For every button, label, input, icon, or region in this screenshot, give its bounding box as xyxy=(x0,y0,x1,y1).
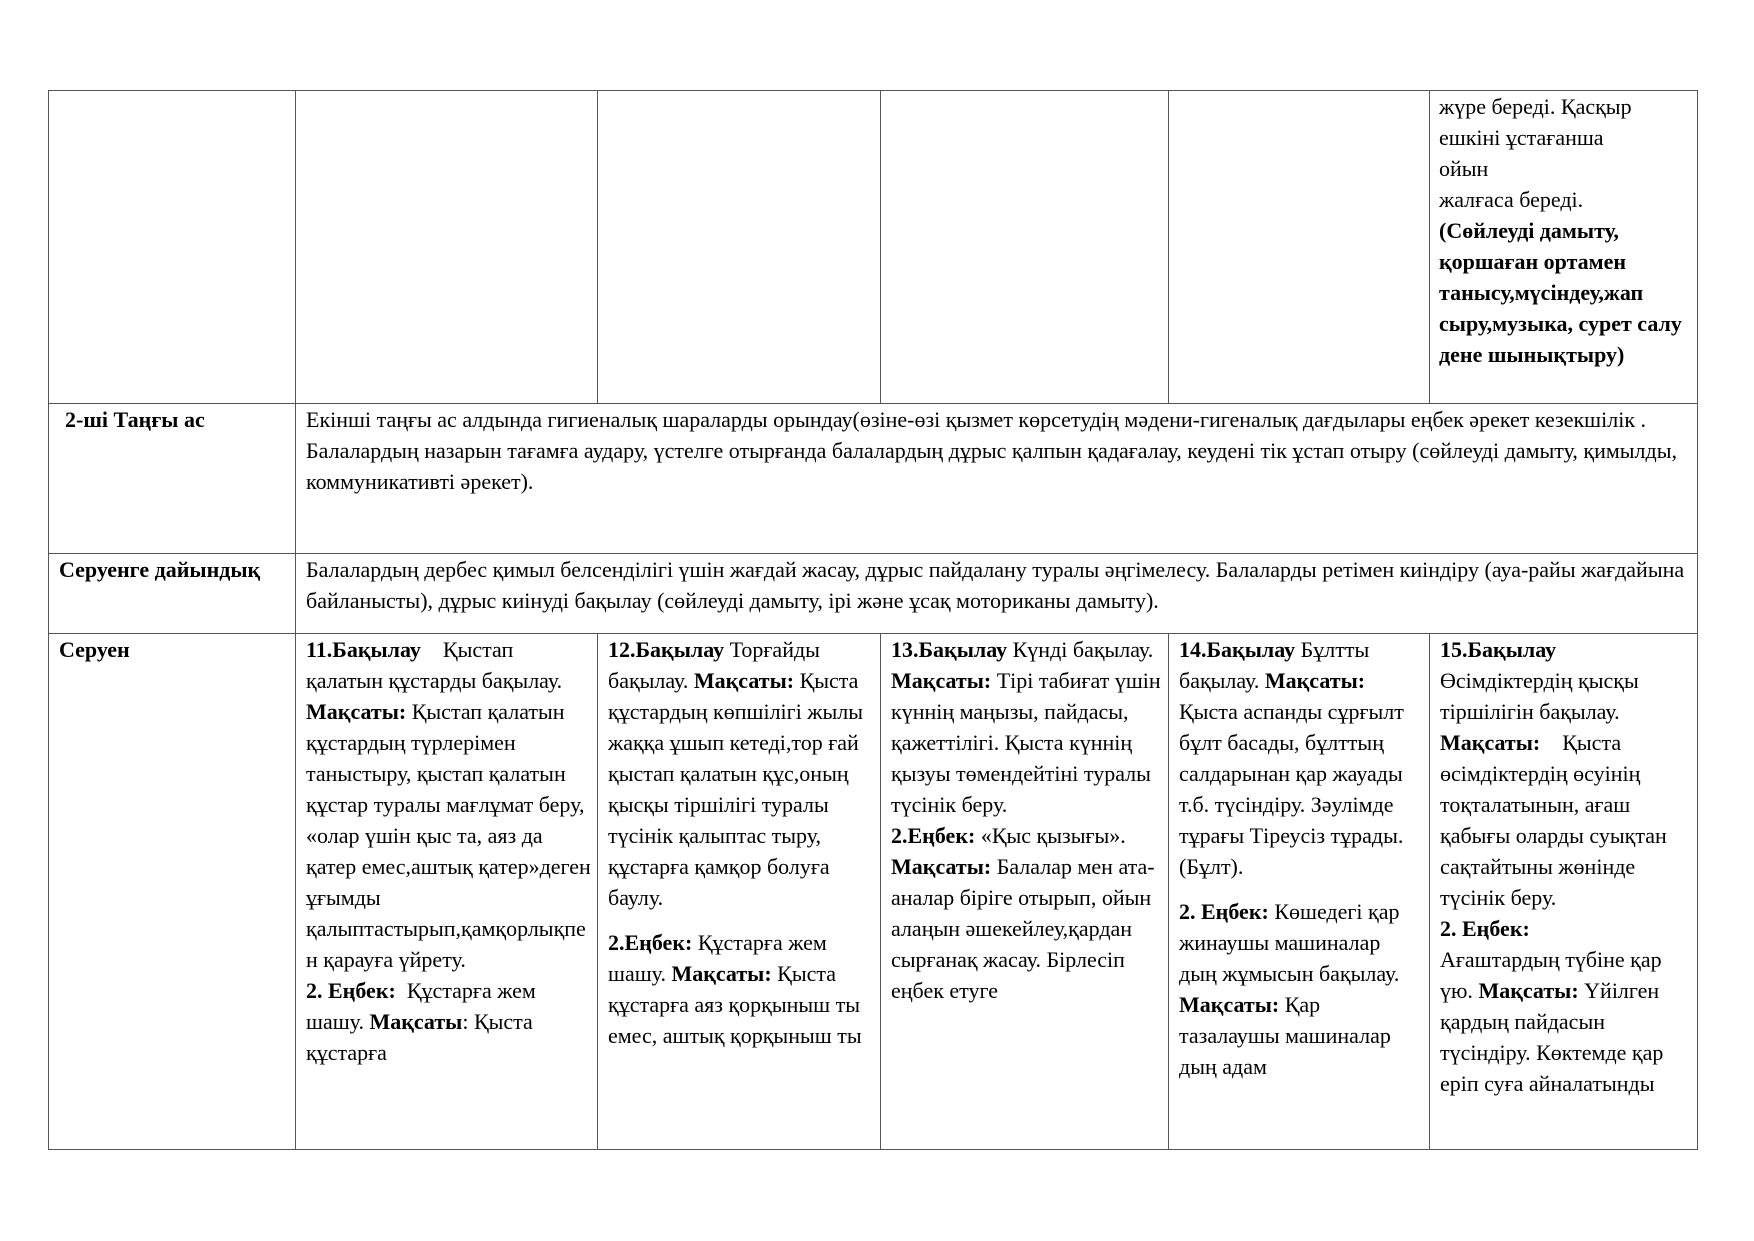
goal-text: Қыста өсімдіктердің өсуінің тоқталатынын, ағаш қабығы оларды суықтан сақтайтыны жөнінде түсінік беру. xyxy=(1440,730,1673,910)
observation-cell-12 xyxy=(598,634,881,1150)
goal-text: Балалар мен ата-аналар біріге отырып, ойын алаңын әшекейлеу,қардан сырғанақ жасау. Бірлесіп еңбек етуге xyxy=(891,854,1155,1003)
goal-label: Мақсаты: xyxy=(1264,668,1366,693)
goal-label: Мақсаты xyxy=(369,1009,463,1034)
labor-title: 2. Еңбек: xyxy=(1440,916,1530,941)
labor-topic: Құстарға жем шашу. xyxy=(608,930,827,986)
goal-label: Мақсаты: xyxy=(1440,730,1541,755)
goal-text: Қыстап қалатын құстардың түрлерімен таныстыру, қыстап қалатын құстар туралы мағлұмат беру, «олар үшін қыс та, аяз да қатер емес,аштық қатер»деген ұғымды қалыптастырып,қамқорлықпен қарауға үйрету. xyxy=(306,699,591,972)
continuation-cell xyxy=(1430,91,1698,404)
labor-title: 2.Еңбек: xyxy=(891,823,976,848)
observation-title: 15.Бақылау xyxy=(1440,637,1557,662)
goal-text: Қыста аспанды сұрғылт бұлт басады, бұлттың салдарынан қар жауады т.б. түсіндіру. Зәулімде тұрағы Тіреусіз тұрады. (Бұлт). xyxy=(1179,699,1404,879)
goal-label: Мақсаты: xyxy=(891,854,992,879)
goal-label: Мақсаты: xyxy=(1478,978,1579,1003)
goal-label: Мақсаты: xyxy=(306,699,407,724)
row-label: Серуен xyxy=(49,634,296,1150)
walk-prep-row xyxy=(49,554,1698,634)
observation-title: 14.Бақылау xyxy=(1179,637,1296,662)
labor-title: 2. Еңбек: xyxy=(1179,899,1269,924)
goal-label: Мақсаты: xyxy=(1179,992,1280,1017)
goal-label: Мақсаты: xyxy=(671,961,772,986)
labor-topic: Ағаштардың түбіне қар үю. xyxy=(1440,947,1662,1003)
observation-topic: Қыстап қалатын құстарды бақылау. xyxy=(306,637,563,693)
goal-text: Тірі табиғат үшін күннің маңызы, пайдасы, қажеттілігі. Қыста күннің қызуы төмендейтіні туралы түсінік беру. xyxy=(891,668,1161,817)
observation-title: 12.Бақылау xyxy=(608,637,725,662)
labor-topic: Көшедегі қар жинаушы машиналар дың жұмысын бақылау. xyxy=(1179,899,1400,986)
goal-label: Мақсаты: xyxy=(891,668,992,693)
labor-topic: Құстарға жем шашу. xyxy=(306,978,542,1034)
empty-cell xyxy=(881,91,1169,404)
lesson-plan-table xyxy=(48,90,1698,1150)
observation-topic: Бұлтты бақылау. xyxy=(1179,637,1370,693)
observation-topic: Торғайды бақылау. xyxy=(608,637,820,693)
labor-topic: «Қыс қызығы». xyxy=(975,823,1126,848)
goal-text: Қыста құстардың көпшілігі жылы жаққа ұшып кетеді,тор ғай қыстап қалатын құс,оның қысқы тіршілігі туралы түсінік қалыптас тыру, құстарға қамқор болуға баулу. xyxy=(608,668,864,910)
empty-cell xyxy=(1169,91,1430,404)
observation-topic: Өсімдіктердің қысқы тіршілігін бақылау. xyxy=(1440,668,1639,724)
observation-topic: Күнді бақылау. xyxy=(1007,637,1154,662)
row-label: 2-ші Таңғы ас xyxy=(49,404,296,554)
goal-text: : Қыста құстарға xyxy=(306,1009,533,1065)
goal-label: Мақсаты: xyxy=(693,668,795,693)
breakfast-row xyxy=(49,404,1698,554)
observation-title: 11.Бақылау xyxy=(306,637,421,662)
walk-prep-description: Балалардың дербес қимыл белсенділігі үшін жағдай жасау, дұрыс пайдалану туралы әңгімелесу. Балаларды ретімен киіндіру (ауа-райы жағдайына байланысты), дұрыс киінуді бақылау (сөйлеуді дамыту, ірі және ұсақ моториканы дамыту). xyxy=(296,554,1698,634)
labor-title: 2. Еңбек: xyxy=(306,978,396,1003)
observation-cell-14 xyxy=(1169,634,1430,1150)
continuation-row xyxy=(49,91,1698,404)
goal-text: Үйілген қардың пайдасын түсіндіру. Көктемде қар еріп суға айналатынды xyxy=(1440,978,1664,1096)
continuation-line: ешкіні ұстағанша xyxy=(1439,125,1604,150)
walk-row xyxy=(49,634,1698,1150)
continuation-line: ойын xyxy=(1439,156,1489,181)
empty-cell xyxy=(296,91,598,404)
continuation-line: жалғаса береді. xyxy=(1439,187,1584,212)
labor-title: 2.Еңбек: xyxy=(608,930,693,955)
observation-cell-15 xyxy=(1430,634,1698,1150)
observation-cell-11 xyxy=(296,634,598,1150)
continuation-line: жүре береді. Қасқыр xyxy=(1439,94,1632,119)
goal-text: Қыста құстарға аяз қорқыныш ты емес, аштық қорқыныш ты xyxy=(608,961,862,1048)
empty-cell xyxy=(598,91,881,404)
goal-text: Қар тазалаушы машиналар дың адам xyxy=(1179,992,1391,1079)
observation-cell-13 xyxy=(881,634,1169,1150)
empty-cell xyxy=(49,91,296,404)
breakfast-description: Екінші таңғы ас алдында гигиеналық шараларды орындау(өзіне-өзі қызмет көрсетудің мәдени-гигеналық дағдылары еңбек әрекет кезекшілік . Балалардың назарын тағамға аудару, үстелге отырғанда балалардың дұрыс қалпын қадағалау, кеудені тік ұстап отыру (сөйлеуді дамыту, қимылды, коммуникативті әрекет). xyxy=(296,404,1698,554)
row-label: Серуенге дайындық xyxy=(49,554,296,634)
observation-title: 13.Бақылау xyxy=(891,637,1008,662)
skills-note: (Сөйлеуді дамыту, қоршаған ортамен танысу,мүсіндеу,жап сыру,музыка, сурет салу дене шынықтыру) xyxy=(1439,218,1682,367)
